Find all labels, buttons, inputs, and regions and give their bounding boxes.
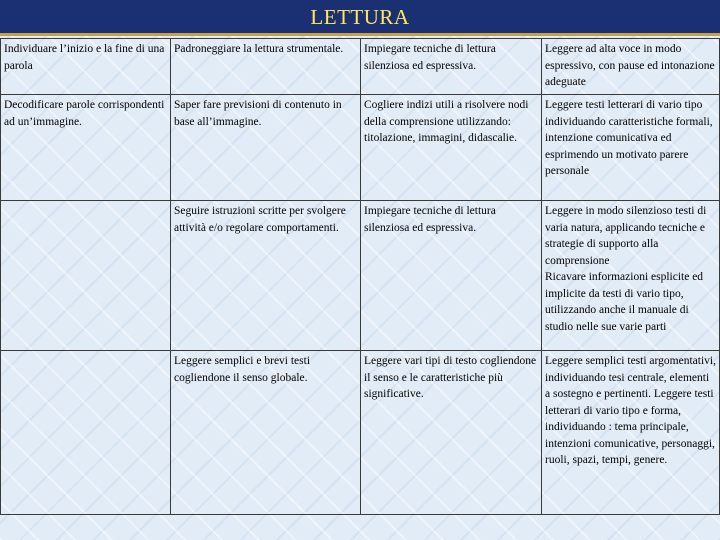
- cell-text: Padroneggiare la lettura strumentale.: [174, 43, 344, 55]
- cell-text: Impiegare tecniche di lettura silenziosa ed espressiva.: [364, 43, 496, 72]
- table-cell: [361, 39, 542, 95]
- table-cell: [542, 39, 720, 95]
- page-title: LETTURA: [310, 5, 410, 29]
- cell-text: Cogliere indizi utili a risolvere nodi della comprensione utilizzando: titolazione, immagini, didascalie.: [364, 99, 529, 144]
- cell-text: Impiegare tecniche di lettura silenziosa ed espressiva.: [364, 205, 496, 234]
- table-cell: [542, 95, 720, 201]
- table-cell: [361, 351, 542, 515]
- cell-text: Leggere semplici testi argomentativi, individuando tesi centrale, elementi a sostegno e pertinenti. Leggere testi letterari di vario tipo e forma, individuando : tema principale, intenzioni comunicative, personaggi, ruoli, spazi, tempi, genere.: [545, 355, 716, 466]
- table-cell: [1, 351, 171, 515]
- cell-text: Leggere ad alta voce in modo espressivo, con pause ed intonazione adeguate: [545, 43, 715, 88]
- table-cell: [361, 95, 542, 201]
- table-cell: [1, 201, 171, 351]
- cell-text: Saper fare previsioni di contenuto in base all’immagine.: [174, 99, 342, 128]
- table-cell: [542, 351, 720, 515]
- cell-text: Leggere in modo silenzioso testi di varia natura, applicando tecniche e strategie di supporto alla comprensione Ricavare informazioni esplicite ed implicite da testi di vario tipo, utilizzando anche il manuale di studio nelle sue varie parti: [545, 205, 707, 333]
- table-cell: [171, 95, 361, 201]
- table-cell: [1, 95, 171, 201]
- table-cell: [171, 201, 361, 351]
- table-row: [1, 351, 720, 515]
- table-cell: [361, 201, 542, 351]
- table-cell: [542, 201, 720, 351]
- curriculum-table: [0, 38, 720, 515]
- table-row: [1, 39, 720, 95]
- table-cell: [171, 351, 361, 515]
- table-cell: [1, 39, 171, 95]
- title-bar: [0, 0, 720, 36]
- table-cell: [171, 39, 361, 95]
- cell-text: Leggere testi letterari di vario tipo individuando caratteristiche formali, intenzione comunicativa ed esprimendo un motivato parere personale: [545, 99, 713, 177]
- cell-text: Leggere semplici e brevi testi cogliendone il senso globale.: [174, 355, 311, 384]
- cell-text: Decodificare parole corrispondenti ad un’immagine.: [4, 99, 165, 128]
- cell-text: Individuare l’inizio e la fine di una parola: [4, 43, 165, 72]
- table-row: [1, 201, 720, 351]
- table-row: [1, 95, 720, 201]
- cell-text: Seguire istruzioni scritte per svolgere attività e/o regolare comportamenti.: [174, 205, 346, 234]
- cell-text: Leggere vari tipi di testo cogliendone il senso e le caratteristiche più significative.: [364, 355, 537, 400]
